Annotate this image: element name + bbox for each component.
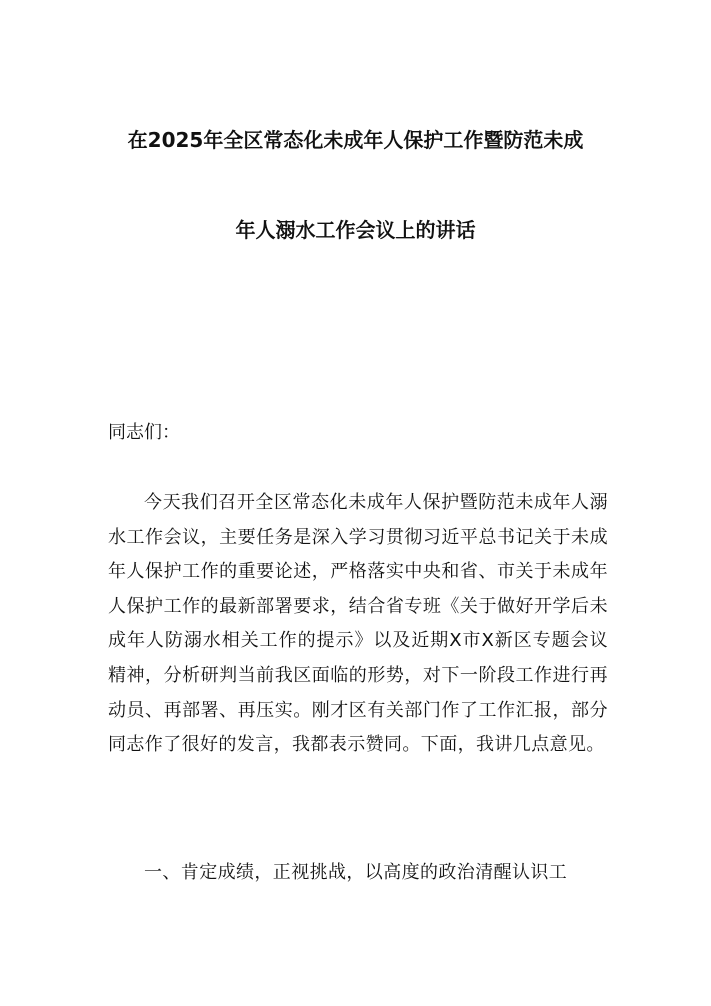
body-paragraph: 今天我们召开全区常态化未成年人保护暨防范未成年人溺水工作会议，主要任务是深入学习贯彻习近平总书记关于未成年人保护工作的重要论述，严格落实中央和省、市关于未成年人保护工作的最新部署要求，结合省专班《关于做好开学后未成年人防溺水相关工作的提示》以及近期X市X新区专题会议精神，分析研判当前我区面临的形势，对下一阶段工作进行再动员、再部署、再压实。刚才区有关部门作了工作汇报，部分同志作了很好的发言，我都表示赞同。下面，我讲几点意见。	[108, 492, 608, 756]
salutation: 同志们：	[108, 422, 180, 443]
document-title-line-1: 在2025年全区常态化未成年人保护工作暨防范未成	[127, 128, 584, 152]
section-heading-paragraph: 一、肯定成绩，正视挑战，以高度的政治清醒认识工	[144, 862, 568, 883]
document-title-line-2: 年人溺水工作会议上的讲话	[235, 218, 476, 242]
